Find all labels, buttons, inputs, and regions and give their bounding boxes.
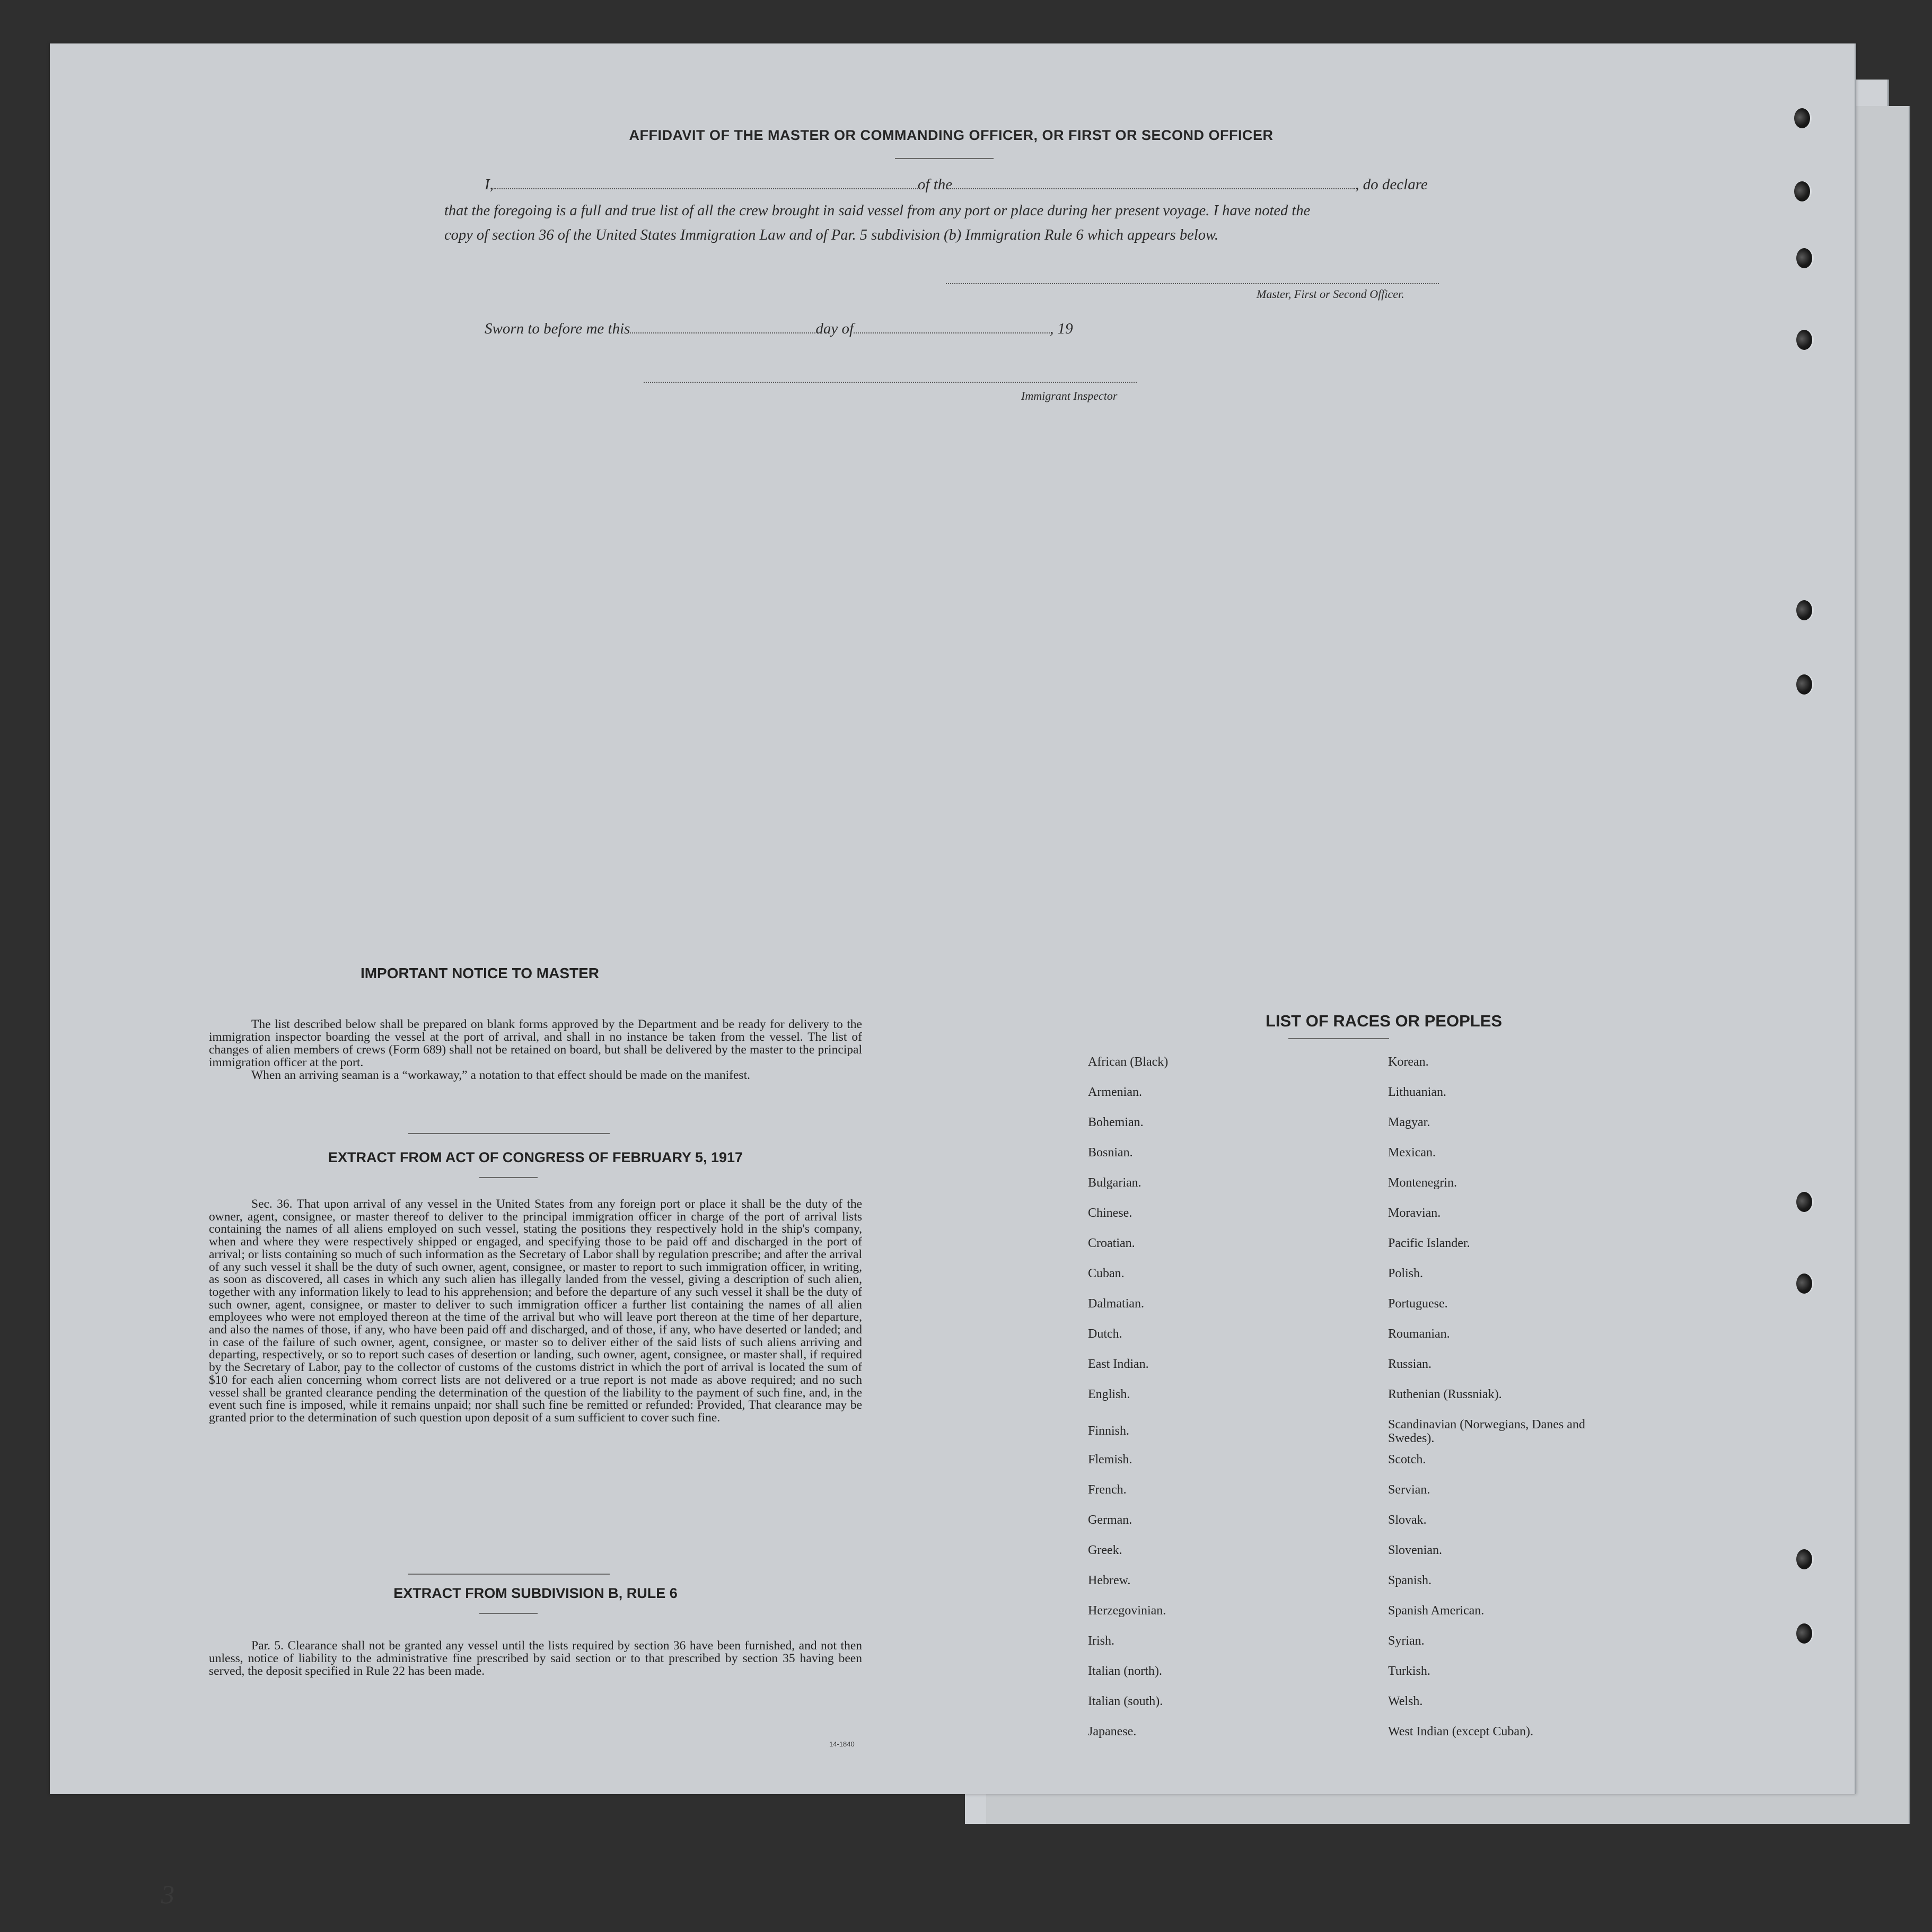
race-item: Magyar.	[1388, 1116, 1430, 1129]
notice-paragraph: When an arriving seaman is a “workaway,” a notation to that effect should be made on the manifest.	[251, 1068, 750, 1082]
races-right-column	[1388, 1055, 1600, 1755]
race-item: Ruthenian (Russniak).	[1388, 1387, 1502, 1401]
race-item: Finnish.	[1088, 1424, 1130, 1438]
race-item: Polish.	[1388, 1267, 1424, 1280]
race-item: Montenegrin.	[1388, 1176, 1457, 1190]
race-item: Syrian.	[1388, 1634, 1425, 1648]
master-caption: Master, First or Second Officer.	[1257, 287, 1404, 301]
race-item: French.	[1088, 1483, 1127, 1497]
important-notice-title: IMPORTANT NOTICE TO MASTER	[360, 965, 600, 981]
handwritten-mark: 3	[161, 1880, 174, 1909]
rule-paragraph: Par. 5. Clearance shall not be granted any vessel until the lists required by section 36 have been furnished, and not then unless, notice of liability to the administrative fine prescribed by said section or to that prescribed by section 35 having been served, the deposit specified in Rule 22 has been made.	[209, 1639, 862, 1678]
vessel-blank[interactable]	[952, 177, 1355, 189]
i-label: I,	[485, 176, 494, 193]
race-item: East Indian.	[1088, 1357, 1149, 1371]
race-item: Italian (south).	[1088, 1694, 1163, 1708]
race-item: Chinese.	[1088, 1206, 1132, 1220]
name-blank[interactable]	[494, 177, 918, 189]
race-item: Herzegovinian.	[1088, 1604, 1166, 1618]
section-36-text: Sec. 36. That upon arrival of any vessel in the United States from any foreign port or place it shall be the duty of the owner, agent, consignee, or master thereof to deliver to the principal immigration officer in charge of the port of arrival lists containing the names of all aliens employed on such vessel, stating the positions they respectively hold in the ship's company, when and where they were respectively shipped or engaged, and specifying those to be paid off and discharged in the port of arrival; or lists containing so much of such information as the Secretary of Labor shall by regulation prescribe; and after the arrival of any such vessel it shall be the duty of such owner, agent, consignee, or master to report to such immigration officer, in writing, as soon as discovered, all cases in which any such alien has illegally landed from the vessel, giving a description of such alien, together with any information likely to lead to his apprehension; and before the departure of any such vessel it shall be the duty of such owner, agent, consignee, or master to deliver to such immigration officer a further list containing the names of all alien employees who were not employed thereon at the time of the arrival but who will leave port thereon at the time of her departure, and also the names of those, if any, who have been paid off and discharged, and of those, if any, who have deserted or landed; and in case of the failure of such owner, agent, consignee, or master so to deliver either of the said lists of such aliens arriving and departing, respectively, or so to report such cases of desertion or landing, such owner, agent, consignee, or master shall, if required by the Secretary of Labor, pay to the collector of customs of the customs district in which the port of arrival is located the sum of $10 for each alien concerning whom correct lists are not delivered or a true report is not made as above required; and no such vessel shall be granted clearance pending the determination of the question of the liability to the payment of such fine, and, in the event such fine is imposed, while it remains unpaid; nor shall such fine be remitted or refunded: Provided, That clearance may be granted prior to the determination of such question upon deposit of a sum sufficient to cover such fine.	[209, 1197, 862, 1425]
race-item: Slovak.	[1388, 1513, 1427, 1527]
race-item: Dutch.	[1088, 1327, 1122, 1341]
race-item: Bosnian.	[1088, 1146, 1133, 1160]
race-item: Japanese.	[1088, 1725, 1137, 1738]
race-item: Greek.	[1088, 1543, 1122, 1557]
race-item: Slovenian.	[1388, 1543, 1442, 1557]
race-item: Lithuanian.	[1388, 1085, 1446, 1099]
race-item: Turkish.	[1388, 1664, 1430, 1678]
of-the-label: of the	[917, 176, 953, 193]
race-item: African (Black)	[1088, 1055, 1169, 1069]
divider	[408, 1574, 610, 1575]
sworn-line	[485, 320, 1073, 338]
race-item: Croatian.	[1088, 1236, 1135, 1250]
race-item: Scotch.	[1388, 1453, 1426, 1466]
binder-hole	[1796, 674, 1812, 695]
race-item: Welsh.	[1388, 1694, 1423, 1708]
binder-hole	[1796, 600, 1812, 620]
sworn-label: Sworn to before me this	[485, 320, 630, 337]
binder-hole	[1796, 1274, 1812, 1294]
race-item: West Indian (except Cuban).	[1388, 1725, 1533, 1738]
manifest-page	[50, 43, 1856, 1909]
divider	[408, 1133, 610, 1134]
affidavit-title: AFFIDAVIT OF THE MASTER OR COMMANDING OFFICER, OR FIRST OR SECOND OFFICER	[629, 127, 1274, 143]
divider	[1288, 1038, 1389, 1039]
day-blank[interactable]	[630, 321, 815, 333]
affidavit-line-1	[485, 176, 1428, 194]
race-item: Bulgarian.	[1088, 1176, 1141, 1190]
form-number: 14-1840	[829, 1740, 855, 1748]
binder-hole	[1796, 1192, 1812, 1212]
race-item: Armenian.	[1088, 1085, 1142, 1099]
important-notice-body	[209, 1018, 862, 1082]
affidavit-line-2: that the foregoing is a full and true list of all the crew brought in said vessel from any port or place during her present voyage. I have noted the	[444, 203, 1311, 219]
divider	[895, 158, 994, 159]
do-declare-label: , do declare	[1355, 176, 1428, 193]
binder-hole	[1796, 1623, 1812, 1644]
race-item: Dalmatian.	[1088, 1297, 1144, 1311]
race-item: Pacific Islander.	[1388, 1236, 1470, 1250]
binder-hole	[1796, 330, 1812, 350]
binder-hole	[1794, 181, 1810, 201]
inspector-caption: Immigrant Inspector	[1021, 389, 1118, 402]
race-item: Korean.	[1388, 1055, 1429, 1069]
inspector-signature-line[interactable]	[644, 382, 1137, 383]
affidavit-line-3: copy of section 36 of the United States Immigration Law and of Par. 5 subdivision (b) Immigration Rule 6 which appears below.	[444, 227, 1218, 243]
year-label: , 19	[1050, 320, 1073, 337]
binder-hole	[1796, 248, 1812, 268]
binder-hole	[1796, 1549, 1812, 1569]
race-item: Italian (north).	[1088, 1664, 1162, 1678]
extract-act-body	[209, 1198, 862, 1425]
divider	[479, 1177, 538, 1178]
race-item: Hebrew.	[1088, 1574, 1131, 1587]
extract-act-title: EXTRACT FROM ACT OF CONGRESS OF FEBRUARY 5, 1917	[328, 1149, 743, 1165]
binder-hole	[1794, 108, 1810, 128]
notice-paragraph: The list described below shall be prepared on blank forms approved by the Department and be ready for delivery to the immigration inspector boarding the vessel at the port of arrival, and shall in no instance be taken from the vessel. The list of changes of alien members of crews (Form 689) shall not be retained on board, but shall be delivered by the master to the principal immigration officer at the port.	[209, 1017, 862, 1069]
race-item: Scandinavian (Norwegians, Danes and Swedes).	[1388, 1418, 1585, 1445]
race-item: Roumanian.	[1388, 1327, 1450, 1341]
race-item: Cuban.	[1088, 1267, 1125, 1280]
race-item: Spanish American.	[1388, 1604, 1485, 1618]
race-item: Spanish.	[1388, 1574, 1432, 1587]
race-item: Russian.	[1388, 1357, 1432, 1371]
race-item: English.	[1088, 1387, 1130, 1401]
race-item: Flemish.	[1088, 1453, 1132, 1466]
race-item: Portuguese.	[1388, 1297, 1448, 1311]
day-of-label: day of	[815, 320, 854, 337]
divider	[479, 1613, 538, 1614]
race-item: Moravian.	[1388, 1206, 1441, 1220]
extract-rule-title: EXTRACT FROM SUBDIVISION B, RULE 6	[393, 1585, 678, 1601]
extract-rule-body	[209, 1639, 862, 1678]
races-title: LIST OF RACES OR PEOPLES	[1265, 1012, 1503, 1030]
race-item: Servian.	[1388, 1483, 1430, 1497]
race-item: Mexican.	[1388, 1146, 1436, 1160]
race-item: German.	[1088, 1513, 1132, 1527]
master-signature-line[interactable]	[946, 283, 1439, 284]
races-left-column	[1088, 1055, 1364, 1755]
race-item: Irish.	[1088, 1634, 1114, 1648]
race-item: Bohemian.	[1088, 1116, 1144, 1129]
month-blank[interactable]	[854, 321, 1050, 333]
